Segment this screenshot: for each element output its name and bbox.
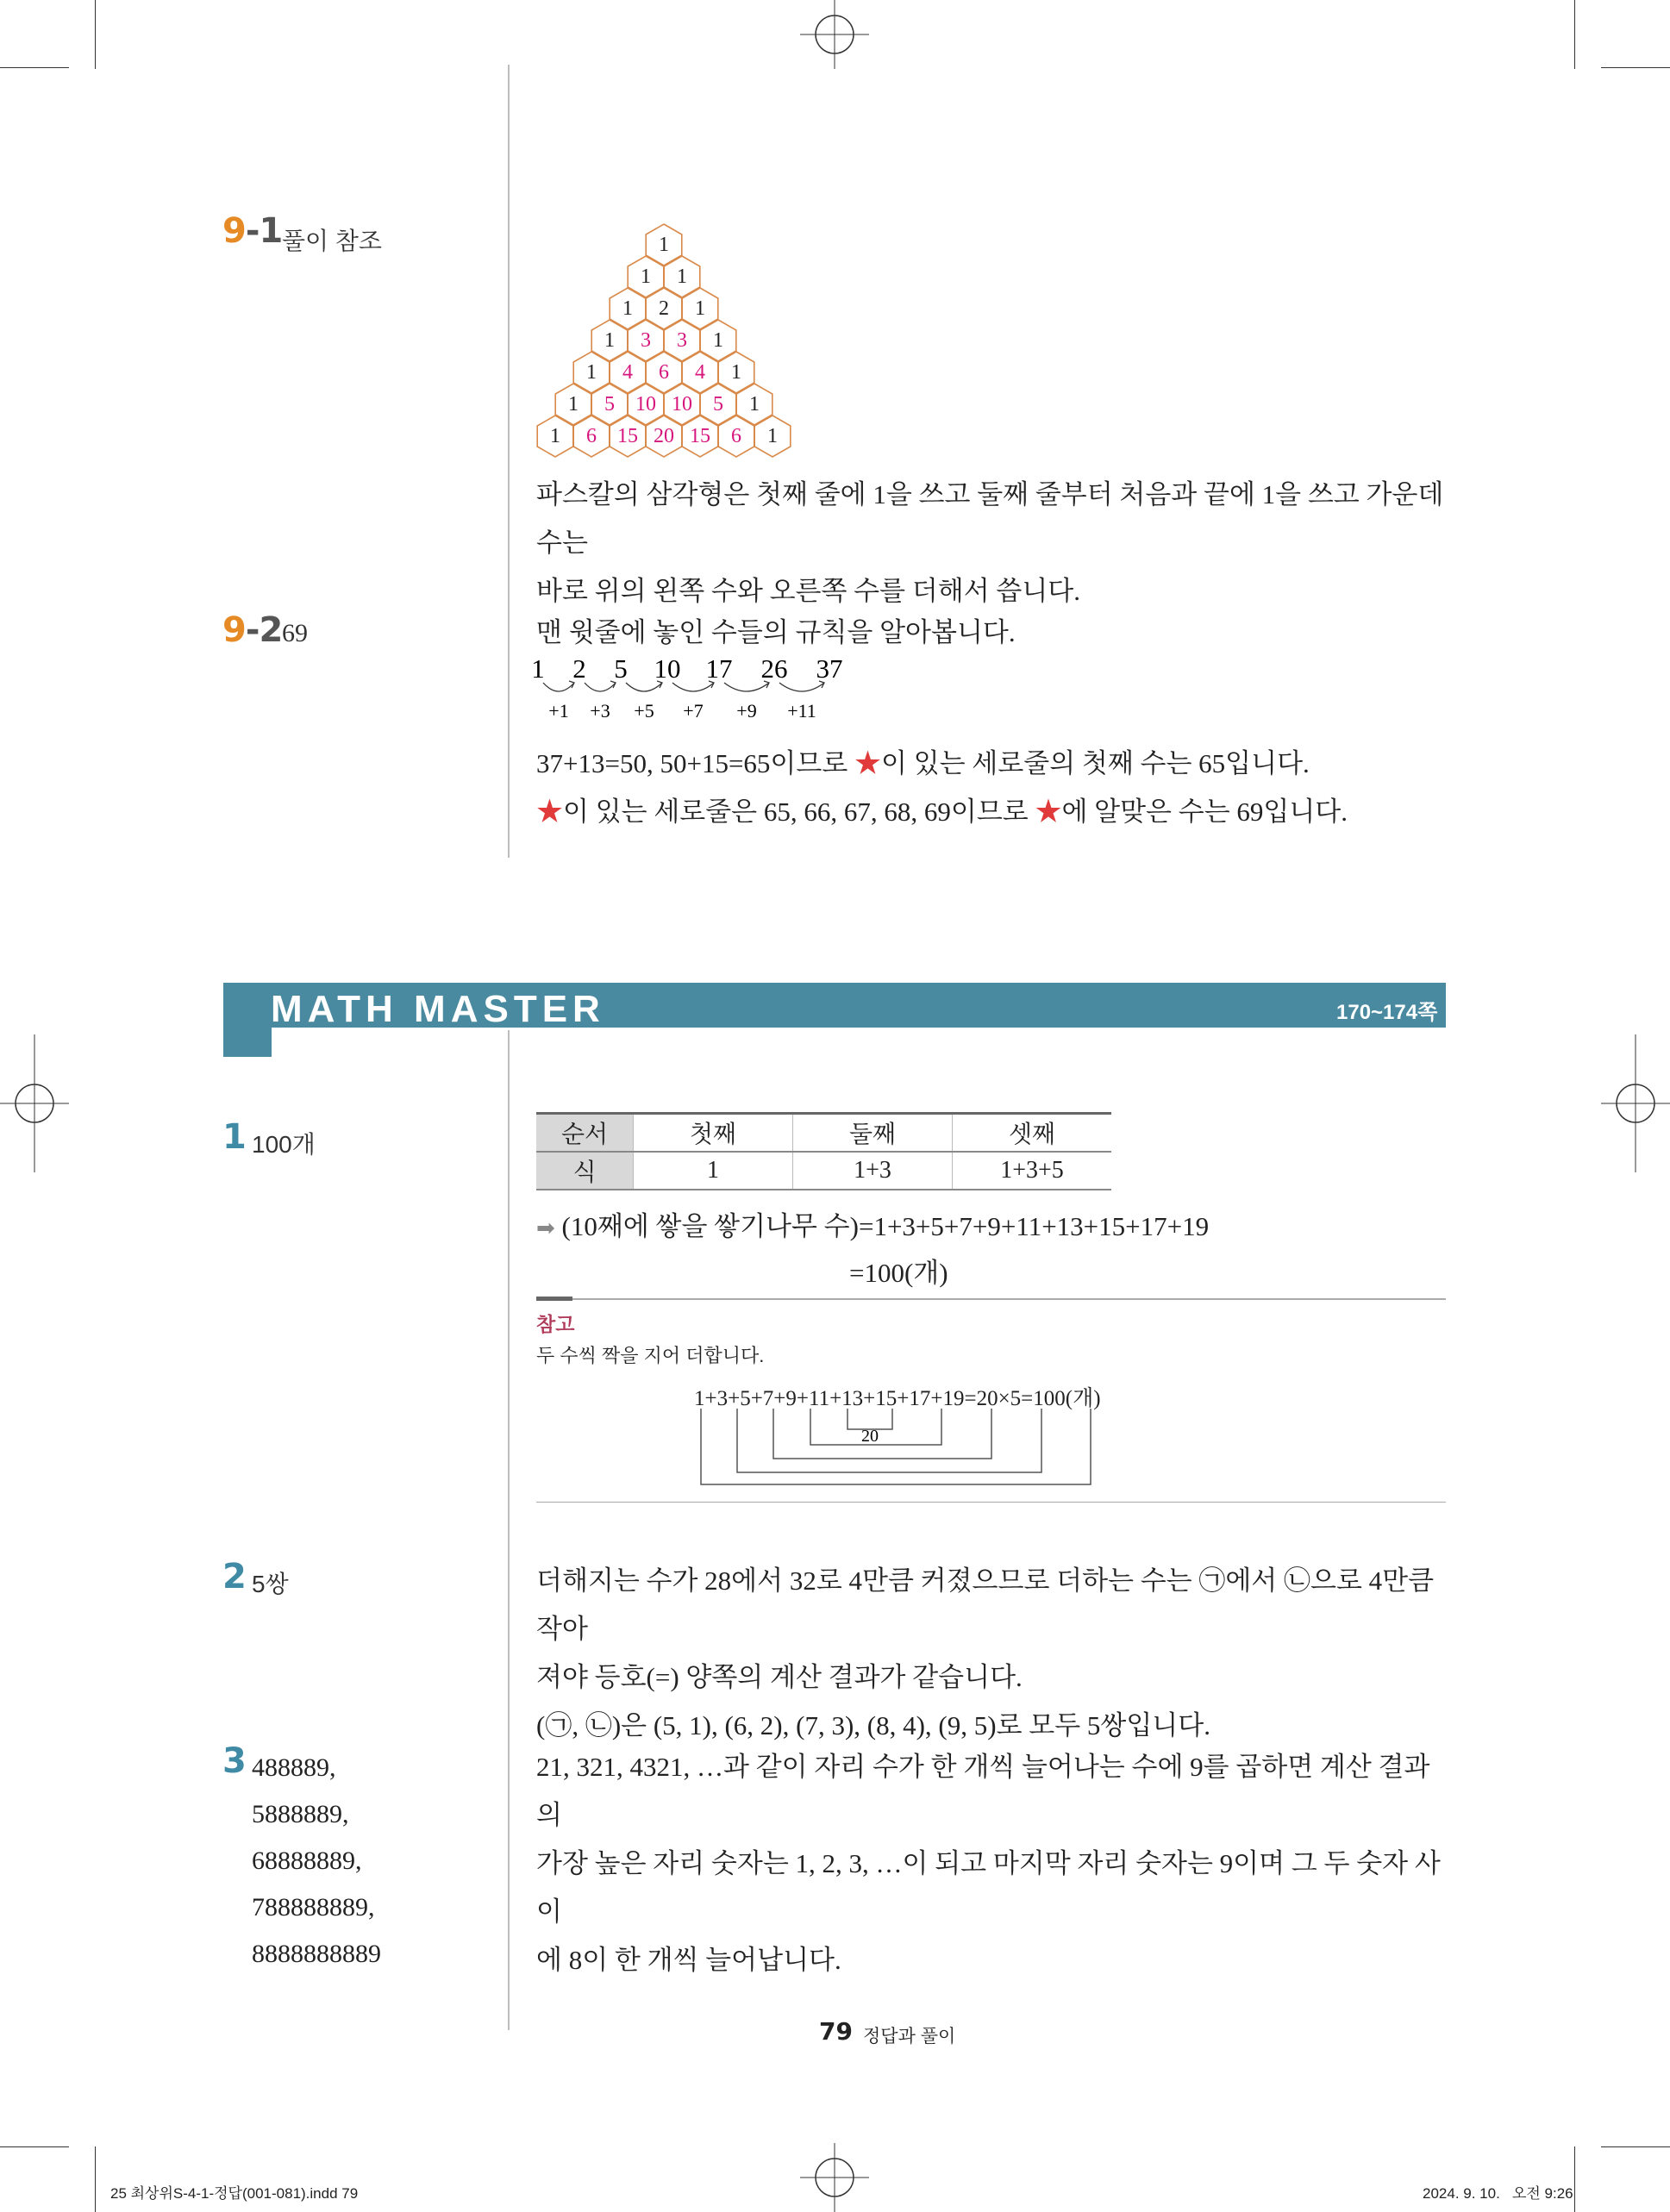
- column-divider-top: [508, 65, 510, 858]
- hex-value: 2: [659, 297, 669, 320]
- sequence-value: 26: [760, 655, 788, 684]
- section-header-tab: [223, 1026, 272, 1057]
- hex-value: 10: [635, 393, 656, 416]
- page-label: 정답과 풀이: [863, 2027, 956, 2046]
- explanation-3: 21, 321, 4321, …과 같이 자리 수가 한 개씩 늘어나는 수에 9를 곱하면 계산 결과의 가장 높은 자리 숫자는 1, 2, 3, …이 되고 마지막 자리 숫자는 9이며 그 두 숫자 사이 에 8이 한 개씩 늘어납니다.: [536, 1752, 1441, 1975]
- explanation-9-2: 37+13=50, 50+15=65이므로 ★이 있는 세로줄의 첫째 수는 65입니다. ★이 있는 세로줄은 65, 66, 67, 68, 69이므로 ★에 알맞은 수는 69입니다.: [536, 748, 1348, 827]
- difference-arc: [779, 683, 824, 691]
- note-top-rule: [536, 1298, 1446, 1300]
- column-divider-bottom: [508, 1030, 510, 2030]
- answer-1: 100개: [252, 1131, 316, 1158]
- answer-9-1: 풀이 참조: [282, 228, 382, 254]
- difference-arc: [626, 683, 662, 691]
- hex-value: 20: [654, 425, 674, 447]
- sequence-value: 2: [572, 655, 586, 684]
- result-1-line2: =100(개): [849, 1258, 948, 1288]
- note-label: 참고: [536, 1313, 575, 1335]
- question-number-2: 2: [222, 1557, 246, 1597]
- section-title: MATH MASTER: [271, 988, 605, 1030]
- page-number: 79: [819, 2017, 853, 2046]
- hex-value: 5: [604, 393, 615, 416]
- question-number-1: 1: [222, 1117, 246, 1157]
- intro-9-2: 맨 윗줄에 놓인 수들의 규칙을 알아봅니다.: [536, 617, 1016, 647]
- print-stamp: 2024. 9. 10. 오전 9:26: [1423, 2185, 1573, 2202]
- hex-value: 1: [568, 393, 579, 416]
- difference-label: +1: [548, 700, 569, 722]
- hex-value: 1: [586, 361, 597, 384]
- hex-value: 1: [550, 425, 560, 447]
- sequence-table: 순서 첫째 둘째 셋째 식 1 1+3 1+3+5: [536, 1112, 1111, 1190]
- hex-value: 15: [690, 425, 710, 447]
- difference-arc: [672, 683, 714, 691]
- sequence-value: 5: [614, 655, 628, 684]
- explanation-9-1: 파스칼의 삼각형은 첫째 줄에 1을 쓰고 둘째 줄부터 처음과 끝에 1을 쓰고 가운데 수는 바로 위의 왼쪽 수와 오른쪽 수를 더해서 씁니다.: [536, 479, 1444, 606]
- hex-value: 1: [749, 393, 760, 416]
- note-text: 두 수씩 짝을 지어 더합니다.: [536, 1345, 765, 1366]
- sequence-value: 10: [654, 655, 681, 684]
- file-name: 25 최상위S-4-1-정답(001-081).indd 79: [110, 2185, 359, 2202]
- difference-label: +3: [590, 700, 610, 722]
- hex-value: 6: [659, 361, 669, 384]
- difference-arc: [543, 683, 574, 691]
- sequence-diagram: [528, 655, 873, 724]
- registration-mark-left: [0, 1034, 69, 1172]
- hex-value: 4: [622, 361, 633, 384]
- hex-value: 6: [731, 425, 741, 447]
- hex-value: 15: [617, 425, 638, 447]
- pascal-triangle: [517, 216, 810, 466]
- difference-arc: [585, 683, 616, 691]
- difference-label: +5: [634, 700, 654, 722]
- star-icon: ★: [854, 748, 882, 778]
- hex-value: 3: [677, 329, 687, 352]
- hex-value: 1: [641, 266, 651, 288]
- hex-value: 1: [677, 266, 687, 288]
- hex-value: 1: [622, 297, 633, 320]
- sequence-value: 1: [531, 655, 545, 684]
- pair-sum-label: 20: [861, 1427, 879, 1446]
- star-icon: ★: [1035, 797, 1062, 827]
- hex-value: 1: [659, 234, 669, 256]
- result-1: ➡ (10째에 쌓을 쌓기나무 수)=1+3+5+7+9+11+13+15+17+19: [536, 1211, 1210, 1241]
- note-bottom-rule: [536, 1502, 1446, 1503]
- difference-arc: [724, 683, 769, 691]
- section-pages: 170~174쪽: [1336, 1001, 1438, 1024]
- hex-value: 10: [672, 393, 692, 416]
- difference-label: +7: [683, 700, 704, 722]
- note-formula: 1+3+5+7+9+11+13+15+17+19=20×5=100(개): [694, 1387, 1101, 1410]
- registration-mark-bottom: [800, 2143, 869, 2212]
- question-number-9-1: 9-1: [222, 211, 283, 251]
- pairing-brackets: [690, 1405, 1104, 1491]
- hex-value: 4: [695, 361, 705, 384]
- explanation-2: 더해지는 수가 28에서 32로 4만큼 커졌으므로 더하는 수는 ㉠에서 ㉡으로 4만큼 작아 져야 등호(=) 양쪽의 계산 결과가 같습니다. (㉠, ㉡)은 (5, 1), (6, 2), (7, 3), (8, 4), (9, 5)로 모두 5쌍입니다.: [536, 1565, 1435, 1740]
- sequence-value: 17: [705, 655, 733, 684]
- note-top-rule-accent: [536, 1297, 572, 1301]
- answer-2: 5쌍: [252, 1571, 289, 1597]
- star-icon: ★: [536, 797, 563, 827]
- registration-mark-top: [800, 0, 869, 69]
- hex-value: 1: [713, 329, 723, 352]
- hex-value: 5: [713, 393, 723, 416]
- hex-value: 1: [731, 361, 741, 384]
- difference-label: +9: [736, 700, 757, 722]
- hex-value: 3: [641, 329, 651, 352]
- question-number-9-2: 9-2: [222, 610, 283, 650]
- answer-9-2: 69: [282, 619, 308, 647]
- hex-value: 6: [586, 425, 597, 447]
- arrow-right-icon: ➡: [536, 1215, 555, 1241]
- hex-value: 1: [767, 425, 778, 447]
- sequence-value: 37: [816, 655, 843, 684]
- registration-mark-right: [1601, 1034, 1670, 1172]
- difference-label: +11: [787, 700, 816, 722]
- hex-value: 1: [604, 329, 615, 352]
- answer-3: 488889, 5888889, 68888889, 788888889, 8888888889: [252, 1753, 381, 1968]
- hex-value: 1: [695, 297, 705, 320]
- question-number-3: 3: [222, 1741, 246, 1781]
